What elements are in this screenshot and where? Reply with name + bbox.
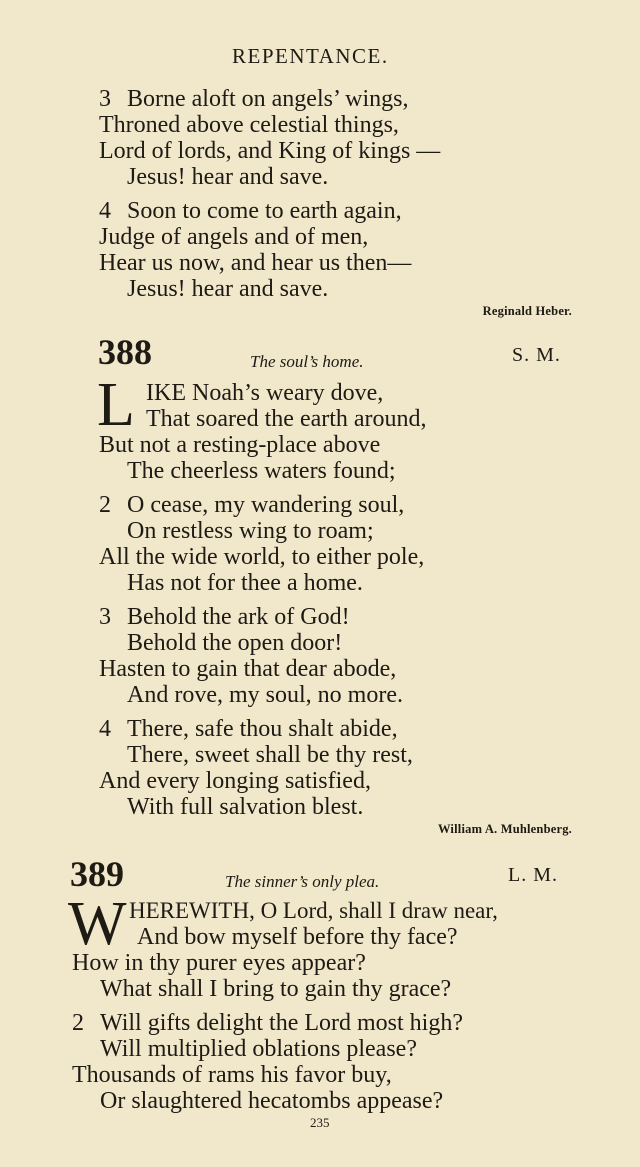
running-header: REPENTANCE.	[232, 44, 389, 68]
verse-line: But not a resting-place above	[99, 432, 381, 458]
verse-line: IKE Noah’s weary dove,	[146, 380, 384, 406]
verse-line: Behold the open door!	[127, 630, 343, 656]
verse-line: HEREWITH, O Lord, shall I draw near,	[129, 898, 498, 923]
verse-line: Soon to come to earth again,	[127, 198, 402, 224]
verse-line: Has not for thee a home.	[127, 570, 363, 596]
stanza-number: 2	[72, 1010, 84, 1036]
drop-cap: W	[68, 890, 127, 958]
drop-cap: L	[97, 371, 135, 439]
verse-line: And bow myself before thy face?	[137, 924, 458, 950]
verse-line: And every longing satisfied,	[99, 768, 371, 794]
verse-line: That soared the earth around,	[146, 406, 427, 432]
verse-line: And rove, my soul, no more.	[127, 682, 403, 708]
stanza-number: 4	[99, 198, 111, 224]
verse-line: Throned above celestial things,	[99, 112, 399, 138]
author-credit: Reginald Heber.	[482, 304, 572, 318]
verse-line: Thousands of rams his favor buy,	[72, 1062, 392, 1088]
verse-line: Jesus! hear and save.	[127, 276, 329, 302]
stanza-number: 2	[99, 492, 111, 518]
page-number: 235	[310, 1115, 330, 1130]
hymn-number: 389	[70, 854, 124, 894]
hymn-meter: S. M.	[512, 344, 561, 366]
stanza-number: 3	[99, 604, 111, 630]
author-credit: William A. Muhlenberg.	[437, 822, 572, 836]
verse-line: The cheerless waters found;	[127, 458, 396, 484]
verse-line: Lord of lords, and King of kings —	[99, 138, 441, 164]
verse-line: All the wide world, to either pole,	[99, 544, 425, 570]
verse-line: There, sweet shall be thy rest,	[127, 742, 413, 768]
verse-line: Or slaughtered hecatombs appease?	[100, 1088, 444, 1114]
stanza-number: 3	[99, 86, 111, 112]
verse-line: Hear us now, and hear us then—	[99, 250, 412, 276]
verse-line: Will multiplied oblations please?	[100, 1036, 417, 1062]
hymn-title: The sinner’s only plea.	[225, 872, 380, 891]
verse-line: Behold the ark of God!	[127, 604, 350, 630]
hymn-title: The soul’s home.	[250, 352, 364, 371]
verse-line: On restless wing to roam;	[127, 518, 374, 544]
verse-line: With full salvation blest.	[127, 794, 364, 820]
verse-line: How in thy purer eyes appear?	[72, 950, 366, 976]
verse-line: Judge of angels and of men,	[99, 224, 369, 250]
hymn-meter: L. M.	[508, 864, 558, 886]
verse-line: Will gifts delight the Lord most high?	[100, 1010, 463, 1036]
verse-line: There, safe thou shalt abide,	[127, 716, 398, 742]
stanza-number: 4	[99, 716, 111, 742]
hymn-number: 388	[98, 332, 152, 372]
verse-line: Borne aloft on angels’ wings,	[127, 86, 409, 112]
verse-line: O cease, my wandering soul,	[127, 492, 405, 518]
verse-line: Jesus! hear and save.	[127, 164, 329, 190]
verse-line: Hasten to gain that dear abode,	[99, 656, 397, 682]
verse-line: What shall I bring to gain thy grace?	[100, 976, 452, 1002]
